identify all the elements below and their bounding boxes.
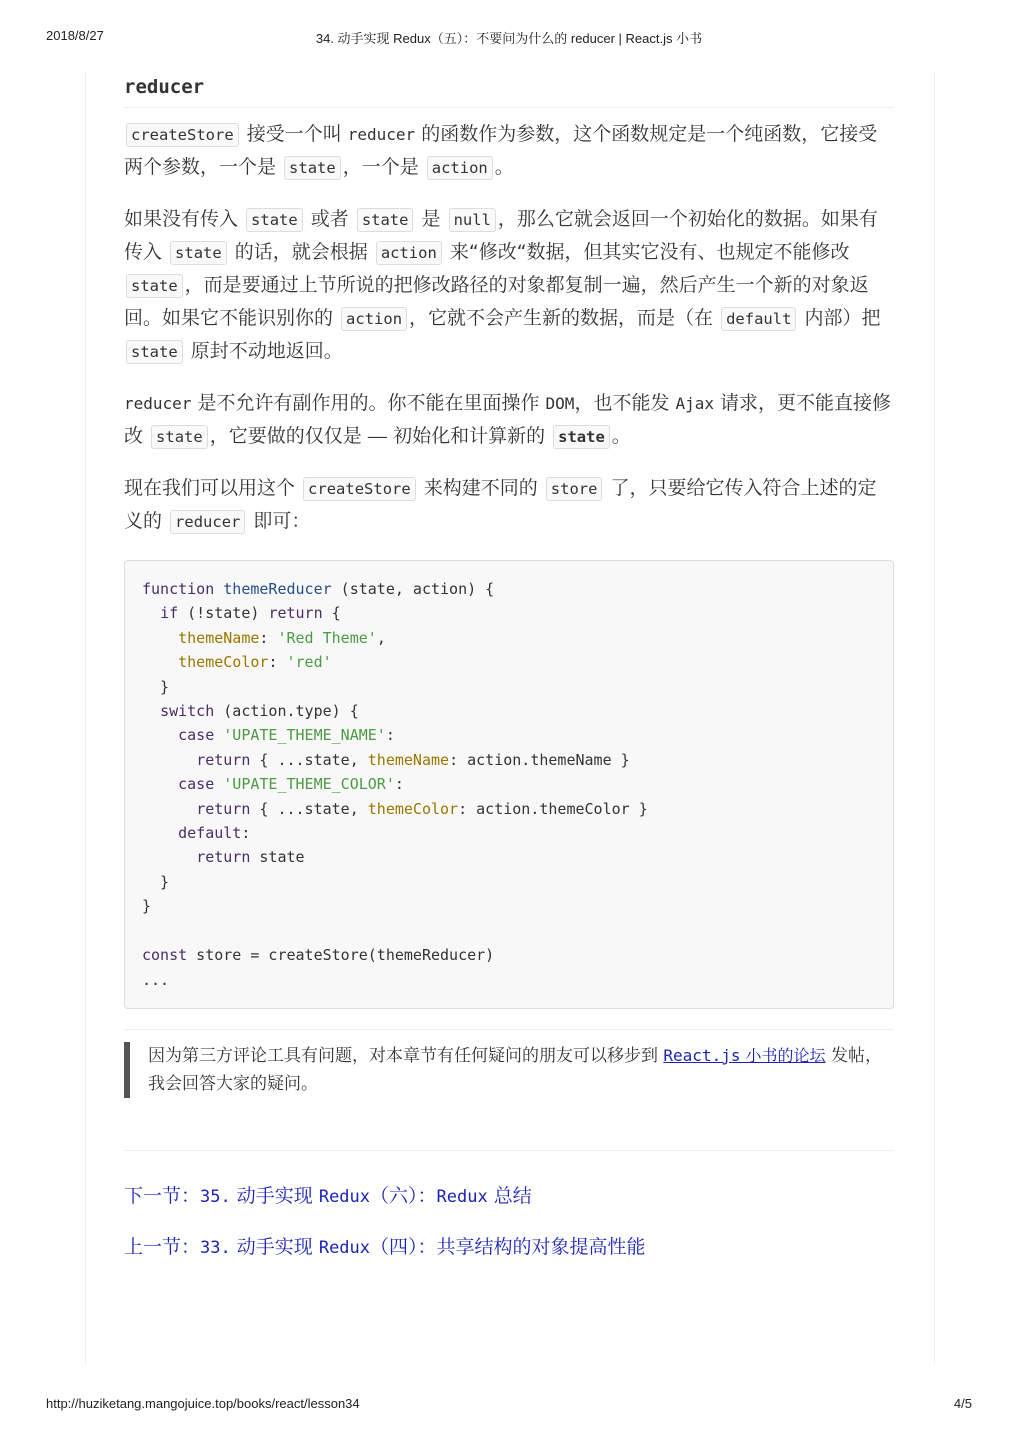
text: 初始化和计算新的 [387,425,552,447]
code-keyword: function [142,580,215,598]
text: 。 [494,156,514,178]
inline-code: state [170,241,227,265]
mono-text: DOM [545,394,575,413]
paragraph-createstore [124,118,894,184]
code-text: { [322,604,341,623]
next-lesson-link[interactable] [124,1181,894,1212]
paragraph-state-handling [124,203,894,368]
text: 或者 [304,208,355,230]
previous-lesson-link[interactable] [124,1232,894,1263]
inline-code: state [357,208,414,232]
code-text: } [142,677,170,696]
inline-code: reducer [170,510,245,534]
link-text: 小书的论坛 [740,1045,826,1065]
code-attribute: themeName [367,750,450,769]
code-text: (!state) [178,604,269,623]
text: ，它要做的仅仅是 [209,425,368,447]
nav-label: 下一节： [124,1184,201,1207]
code-text: ... [142,970,170,989]
code-indent [142,653,178,671]
inline-code: state [126,274,183,298]
text: 请求，更不能直接修改 [124,392,892,447]
link-text: React.js [663,1045,741,1065]
code-keyword: case [178,775,215,794]
code-string: 'UPATE_THEME_COLOR' [223,775,395,794]
code-keyword: switch [160,702,215,721]
inline-code-bold: state [553,425,610,449]
code-text: : [385,726,395,745]
inline-code: state [246,208,303,232]
forum-link[interactable] [663,1046,825,1065]
text: 是不允许有副作用的。你不能在里面操作 [191,392,546,414]
text: 因为第三方评论工具有问题，对本章节有任何疑问的朋友可以移步到 [148,1045,664,1066]
code-keyword: default [178,824,242,843]
text: 即可： [247,510,311,532]
text: 的函数作为参数，这个函数规定是一个纯函数，它接受两个参数，一个是 [124,123,878,178]
nav-text: （四）：共享结构的对象提高性能 [370,1235,646,1258]
code-keyword: return [196,750,251,769]
inline-code: null [449,208,496,232]
nav-mono: Redux [436,1186,488,1207]
code-text: : [268,653,287,672]
code-keyword: case [178,726,215,745]
print-page-number: 4/5 [953,1396,972,1411]
paragraph-usage [124,472,894,538]
code-text: , [376,628,386,647]
nav-text: 动手实现 [230,1184,319,1207]
inline-code: store [546,477,603,501]
code-keyword: return [196,799,251,818]
mono-text: reducer [124,394,192,413]
inline-code: state [126,340,183,364]
text: 来构建不同的 [417,477,544,499]
code-string: 'UPATE_THEME_NAME' [223,726,386,745]
code-indent [142,726,178,744]
text: 如果没有传入 [124,208,245,230]
code-keyword: if [160,604,179,623]
code-text: : action.themeColor } [458,799,648,818]
code-attribute: themeColor [178,653,269,672]
text: ，它就不会产生新的数据，而是（在 [409,307,720,329]
code-text: (action.type) { [214,702,359,721]
code-text: state [250,848,305,867]
text: 来“修改“数据，但其实它没有、也规定不能修改 [443,241,850,263]
mono-text: reducer [347,125,416,144]
code-function-name: themeReducer [223,580,332,598]
code-text: : [394,775,404,794]
code-indent [142,604,160,622]
inline-code: action [376,241,442,265]
code-keyword: return [196,848,251,867]
comment-notice [124,1042,894,1098]
inline-code: default [721,307,796,331]
code-attribute: themeColor [367,799,459,818]
code-block [124,560,894,1009]
nav-number: 33. [200,1237,231,1258]
code-attribute: themeName [178,628,260,647]
inline-code: action [427,156,493,180]
divider [124,1150,894,1151]
code-indent [142,775,178,793]
text: 是 [415,208,447,230]
code-indent [142,702,160,720]
divider [124,1029,894,1030]
nav-mono: Redux [318,1186,371,1207]
text: ，也不能发 [574,392,676,414]
inline-code: state [151,425,208,449]
code-keyword: return [268,604,323,623]
code-text: { ...state, [250,750,368,769]
code-string: 'red' [286,653,332,672]
mono-text: —— [367,427,388,446]
code-text: (state, action) { [331,580,495,598]
code-text: } [142,897,152,916]
text: ，一个是 [342,156,425,178]
nav-label: 上一节： [124,1235,201,1258]
text: ，而是要通过上节所说的把修改路径的对象都复制一遍，然后产生一个新的对象返回。如果它不能识别你的 [124,274,869,329]
code-text: : [259,628,278,647]
code-indent [142,629,178,647]
mono-text: Ajax [675,394,715,413]
section-heading: reducer [124,72,894,108]
inline-code: createStore [303,477,416,501]
text: 原封不动地返回。 [184,340,343,362]
text: ，那么它就会返回一个初始化的数据。如果有传入 [124,208,878,263]
code-text: } [142,872,170,891]
code-indent [142,824,178,842]
print-title: 34. 动手实现 Redux（五）：不要问为什么的 reducer | React.js 小书 [315,31,703,46]
nav-number: 35. [200,1186,231,1207]
code-text: : action.themeName } [449,750,630,769]
nav-text: 动手实现 [230,1235,319,1258]
text: 接受一个叫 [240,123,348,145]
text: 。 [611,425,631,447]
inline-code: state [284,156,341,180]
inline-code: action [341,307,407,331]
code-text: { ...state, [250,799,368,818]
print-url: http://huziketang.mangojuice.top/books/react/lesson34 [46,1396,360,1411]
nav-text: 总结 [487,1184,532,1207]
code-indent [142,848,196,866]
code-text: store = createStore(themeReducer) [187,946,495,965]
code-indent [142,751,196,769]
text: 现在我们可以用这个 [124,477,302,499]
text: 内部）把 [798,307,881,329]
code-keyword: const [142,946,188,965]
nav-text: （六）： [370,1184,437,1207]
nav-mono: Redux [318,1237,371,1258]
text: 了，只要给它传入符合上述的定义的 [124,477,877,532]
inline-code: createStore [126,123,239,147]
print-date: 2018/8/27 [46,28,104,43]
text: 发帖，我会回答大家的疑问。 [148,1045,882,1094]
article-content [124,72,894,1263]
code-indent [142,800,196,818]
code-text: : [241,824,251,843]
text: 的话，就会根据 [228,241,374,263]
paragraph-side-effects [124,387,894,453]
code-string: 'Red Theme' [277,628,377,647]
